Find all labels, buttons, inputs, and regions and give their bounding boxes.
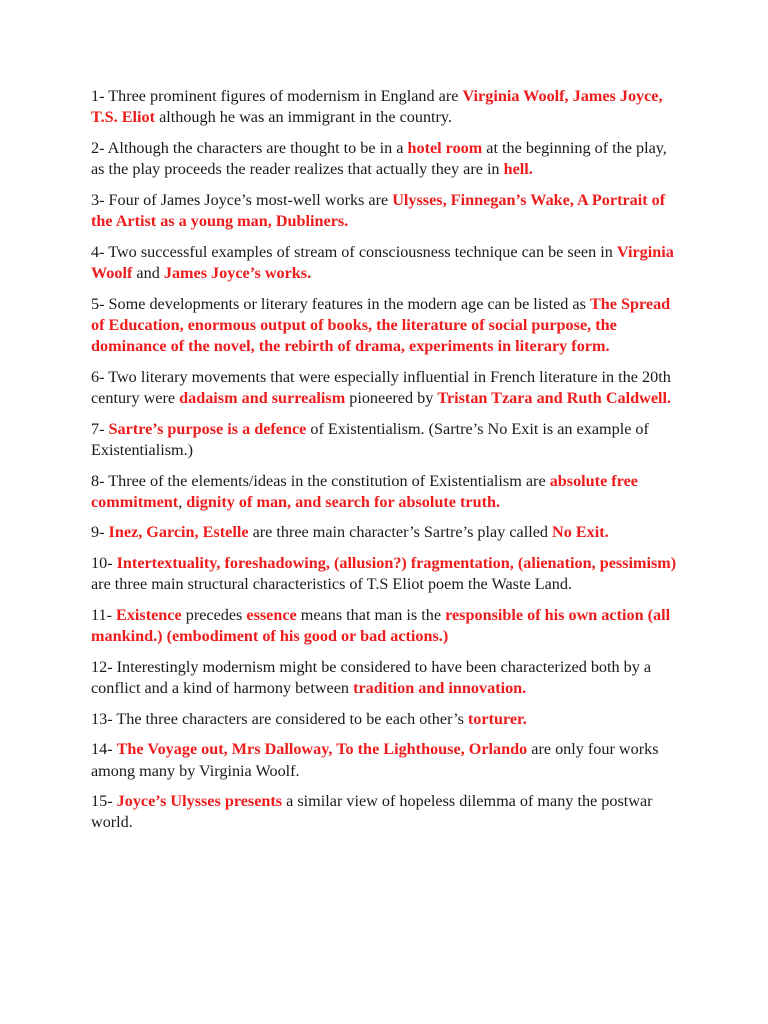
question-item-5	[91, 294, 681, 358]
question-item-11	[91, 605, 681, 648]
answer-text: No Exit.	[552, 523, 609, 542]
answer-text: Existence	[116, 605, 182, 624]
question-text: 14-	[91, 740, 117, 759]
answer-text: The Voyage out, Mrs Dalloway, To the Lighthouse, Orlando	[116, 740, 528, 759]
question-text: 15-	[91, 792, 117, 811]
answer-text: Ulysses, Finnegan’s Wake, A Portrait of the Artist as a young man, Dubliners.	[91, 190, 666, 231]
answer-text: Virginia Woolf	[91, 242, 674, 282]
answer-text: hell.	[503, 160, 533, 179]
answer-text: absolute free commitment	[91, 471, 638, 511]
question-text: at the beginning of the play, as the play proceeds the reader realizes that actually they are in	[91, 138, 667, 179]
question-text: 2- Although the characters are thought to be in a	[91, 138, 408, 157]
answer-text: The Spread of Education, enormous output of books, the literature of social purpose, the dominance of the novel, the rebirth of drama, experiments in literary form.	[91, 294, 671, 356]
question-text: a similar view of hopeless dilemma of many the postwar world.	[91, 792, 653, 832]
question-item-3	[91, 190, 681, 233]
answer-text: Tristan Tzara and Ruth Caldwell.	[437, 389, 672, 408]
question-item-9	[91, 522, 681, 543]
answer-text: hotel room	[407, 138, 483, 157]
question-text: 9-	[91, 523, 109, 542]
question-item-13	[91, 709, 681, 730]
answer-text: responsible of his own action (all mankind.) (embodiment of his good or bad actions.)	[91, 605, 671, 646]
question-text: precedes	[181, 605, 247, 624]
question-text: 12- Interestingly modernism might be considered to have been characterized both by a conflict and a kind of harmony between	[91, 657, 652, 698]
answer-text: Intertextuality, foreshadowing, (allusion?) fragmentation, (alienation, pessimism)	[116, 554, 677, 573]
question-item-10	[91, 553, 681, 596]
question-text: 8- Three of the elements/ideas in the constitution of Existentialism are	[91, 471, 550, 490]
answer-text: Virginia Woolf, James Joyce, T.S. Eliot	[91, 87, 663, 127]
question-item-6	[91, 367, 681, 410]
question-text: 4- Two successful examples of stream of consciousness technique can be seen in	[91, 242, 617, 261]
answer-text: Inez, Garcin, Estelle	[108, 523, 249, 542]
question-text: 10-	[91, 554, 117, 573]
question-text: means that man is the	[296, 605, 446, 624]
question-item-1	[91, 86, 681, 129]
answer-text: tradition and innovation.	[353, 679, 527, 698]
question-item-8	[91, 471, 681, 514]
question-text: and	[132, 263, 164, 282]
question-item-12	[91, 657, 681, 700]
question-text: 5- Some developments or literary features in the modern age can be listed as	[91, 294, 590, 313]
question-item-7	[91, 419, 681, 462]
question-text: 3- Four of James Joyce’s most-well works are	[91, 190, 393, 209]
question-text: 7-	[91, 419, 109, 438]
answer-text: dignity of man, and search for absolute truth.	[186, 492, 501, 511]
question-text: 1- Three prominent figures of modernism in England are	[91, 87, 463, 105]
question-text: 13- The three characters are considered to be each other’s	[91, 709, 468, 728]
question-text: pioneered by	[345, 389, 438, 408]
answer-text: Joyce’s Ulysses presents	[116, 792, 283, 811]
question-text: are only four works among many by Virginia Woolf.	[91, 740, 659, 780]
answer-text: James Joyce’s works.	[163, 263, 312, 282]
document-page	[91, 86, 681, 843]
question-text: 11-	[91, 605, 117, 624]
question-text: although he was an immigrant in the country.	[155, 108, 453, 127]
question-item-15	[91, 791, 681, 834]
question-text: are three main structural characteristics of T.S Eliot poem the Waste Land.	[91, 575, 572, 594]
answer-text: torturer.	[467, 709, 527, 728]
question-text: ,	[178, 492, 187, 511]
question-item-2	[91, 138, 681, 181]
question-text: are three main character’s Sartre’s play called	[248, 523, 553, 542]
question-text: of Existentialism. (Sartre’s No Exit is an example of Existentialism.)	[91, 419, 649, 459]
answer-text: essence	[246, 605, 297, 624]
question-text: 6- Two literary movements that were especially influential in French literature in the 20th century were	[91, 367, 671, 408]
question-item-14	[91, 739, 681, 782]
question-item-4	[91, 242, 681, 285]
answer-text: Sartre’s purpose is a defence	[108, 419, 307, 438]
answer-text: dadaism and surrealism	[179, 389, 346, 408]
